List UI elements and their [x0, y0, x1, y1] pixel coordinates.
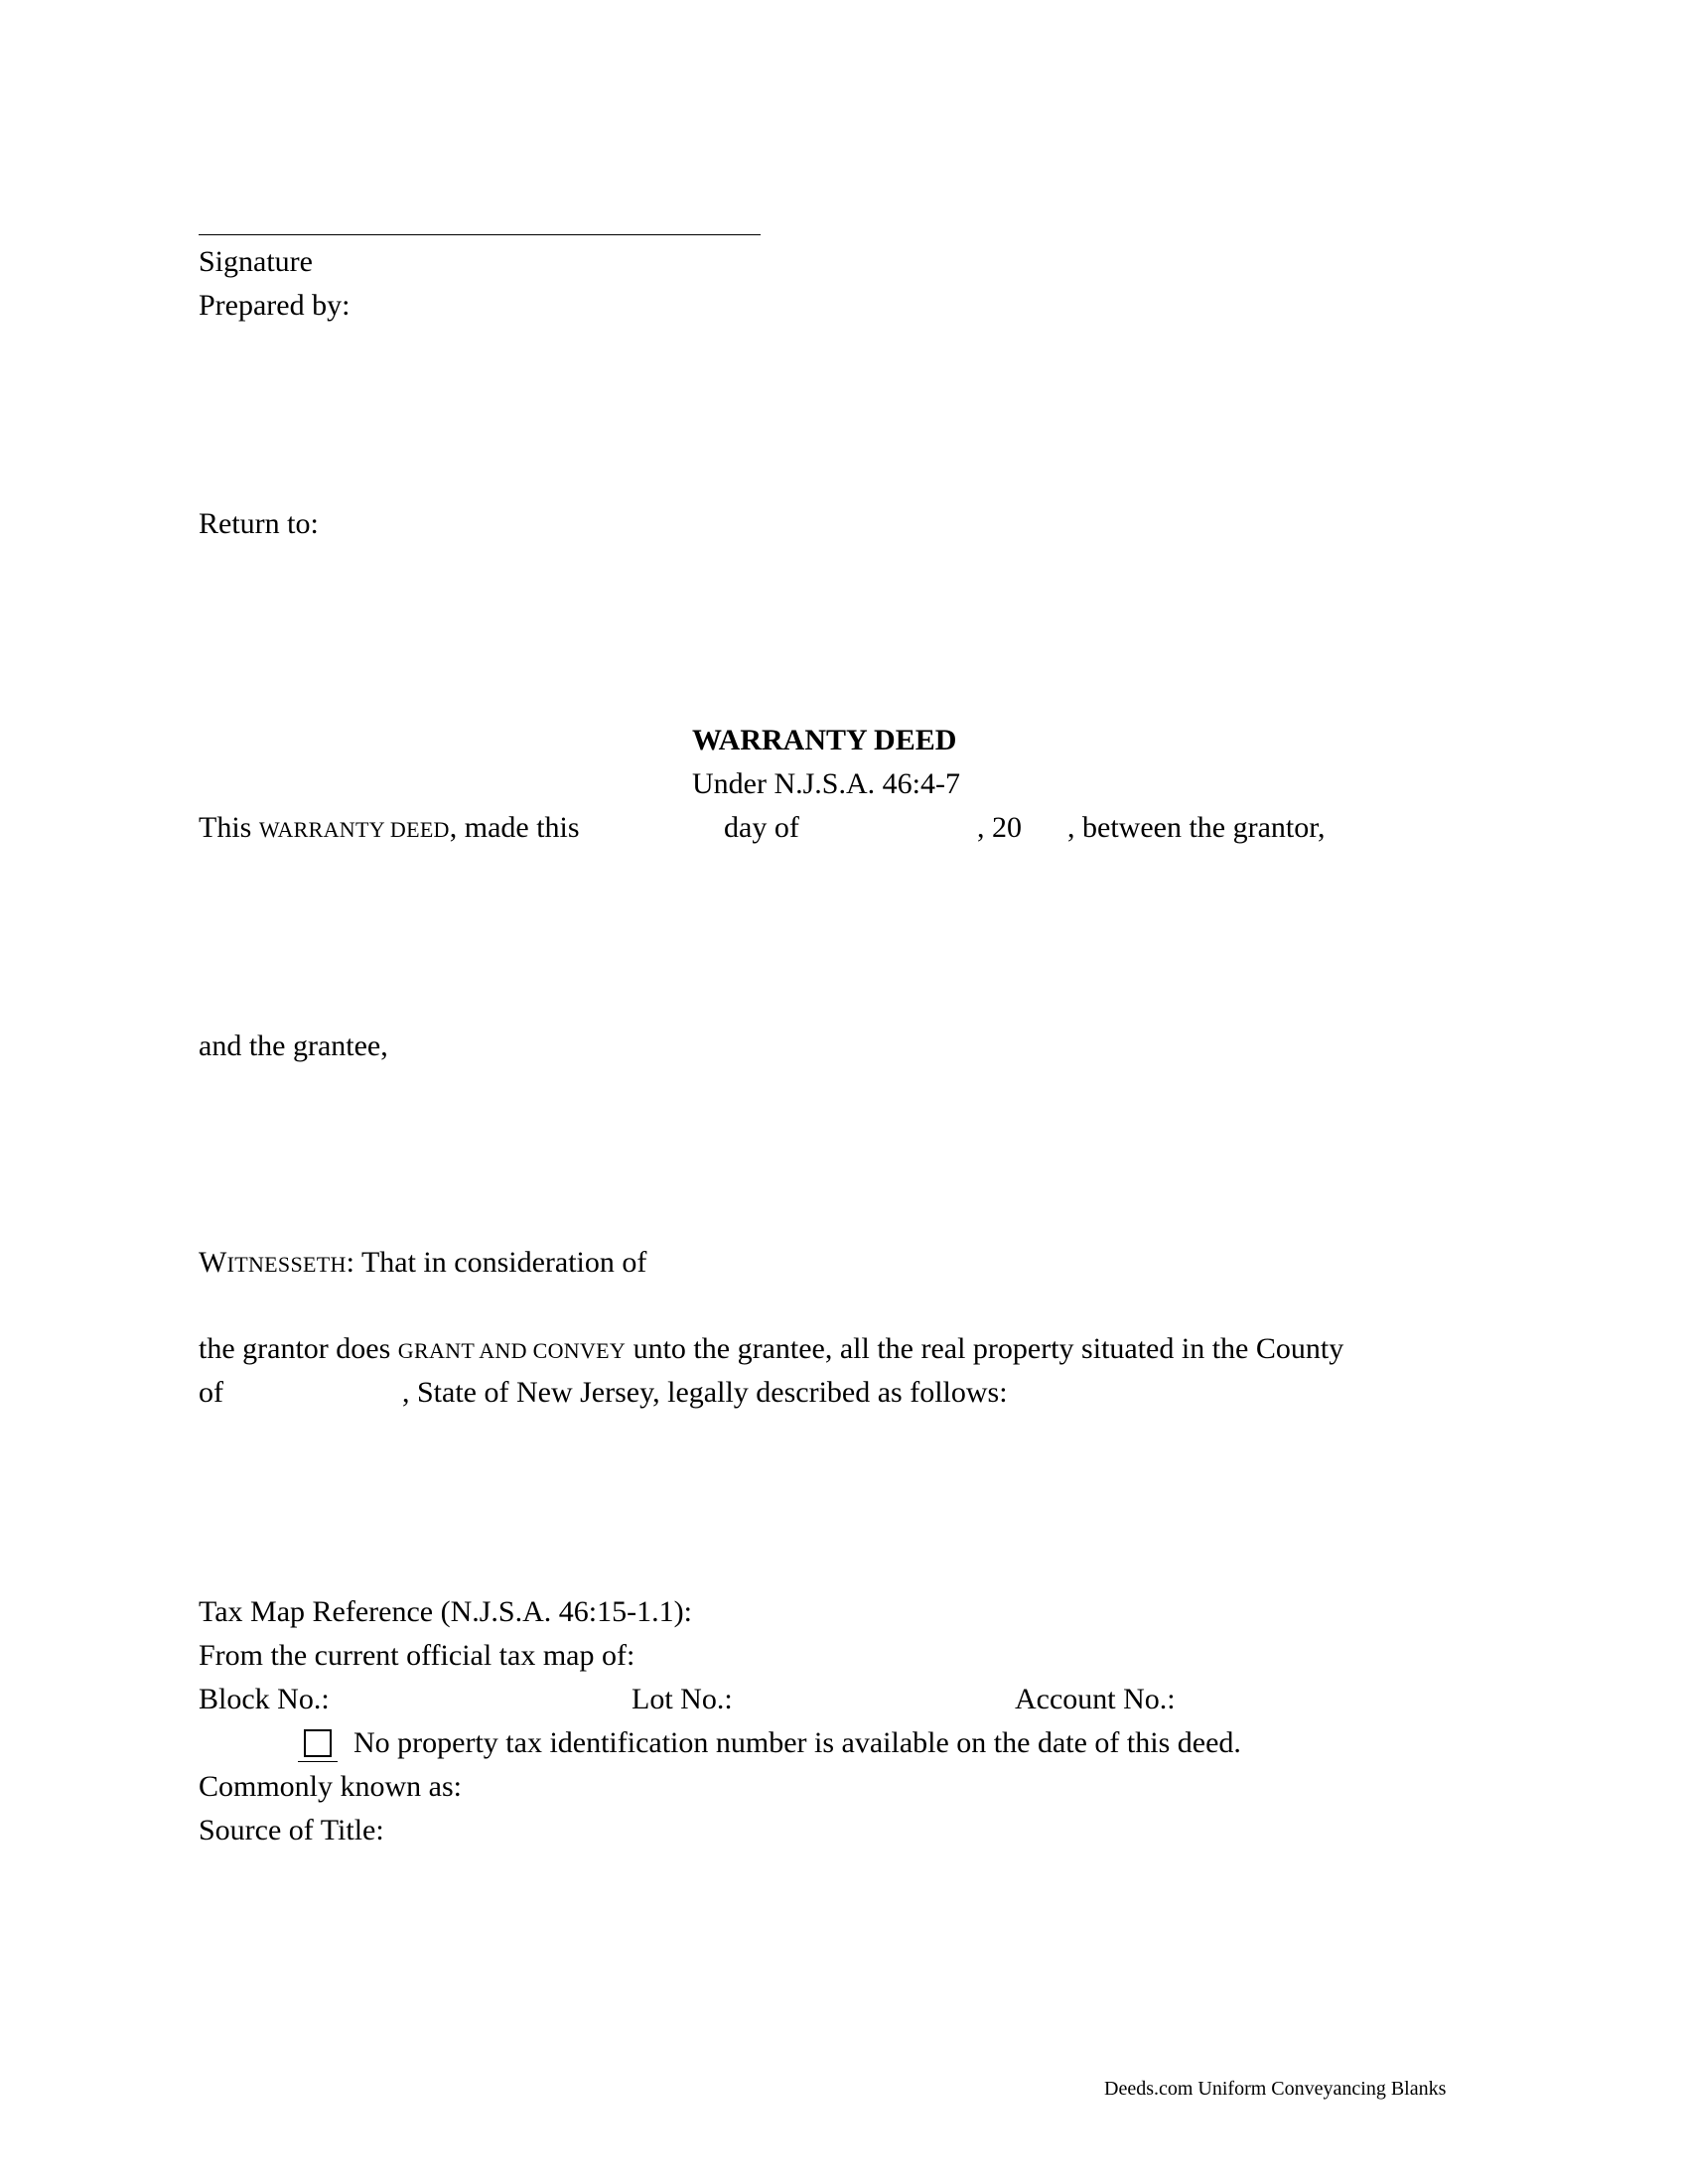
no-tax-id-checkbox[interactable]: [304, 1729, 332, 1757]
prepared-by-label: Prepared by:: [199, 289, 351, 322]
state-text: , State of New Jersey, legally described as follows:: [402, 1376, 1008, 1409]
account-no-label: Account No.:: [1015, 1683, 1176, 1715]
signature-line: [199, 234, 761, 235]
witnesseth-rest: ITNESSETH: [226, 1252, 347, 1277]
block-no-label: Block No.:: [199, 1683, 330, 1715]
grantee-label: and the grantee,: [199, 1029, 388, 1062]
witnesseth-initial: W: [199, 1246, 227, 1279]
current-tax-map-label: From the current official tax map of:: [199, 1639, 635, 1672]
between-grantor: , between the grantor,: [1067, 811, 1326, 844]
year-prefix: , 20: [977, 811, 1022, 844]
footer-text: Deeds.com Uniform Conveyancing Blanks: [1104, 2078, 1447, 2100]
source-of-title-label: Source of Title:: [199, 1814, 384, 1846]
opening-deed-name: WARRANTY DEED: [258, 817, 450, 842]
witnesseth-text: : That in consideration of: [346, 1246, 647, 1279]
opening-this: This: [199, 811, 252, 844]
signature-label: Signature: [199, 245, 313, 278]
conveyance-part2: unto the grantee, all the real property situated in the County: [633, 1332, 1344, 1365]
return-to-label: Return to:: [199, 507, 319, 540]
no-tax-id-checkbox-field[interactable]: [298, 1727, 338, 1765]
opening-clause: [199, 810, 580, 848]
lot-no-label: Lot No.:: [632, 1683, 733, 1715]
witnesseth-clause: [199, 1245, 646, 1283]
conveyance-part1: the grantor does: [199, 1332, 391, 1365]
grant-and-convey: GRANT AND CONVEY: [397, 1338, 627, 1363]
opening-made-this: , made this: [449, 811, 580, 844]
county-of-label: of: [199, 1376, 223, 1409]
commonly-known-as-label: Commonly known as:: [199, 1770, 463, 1803]
no-tax-id-text: No property tax identification number is available on the date of this deed.: [353, 1726, 1241, 1759]
checkbox-underline: [298, 1761, 338, 1762]
statute-reference: Under N.J.S.A. 46:4-7: [692, 767, 960, 800]
tax-map-reference-label: Tax Map Reference (N.J.S.A. 46:15-1.1):: [199, 1595, 692, 1628]
document-title: WARRANTY DEED: [692, 724, 957, 756]
conveyance-line-1: [199, 1331, 1343, 1369]
day-of-label: day of: [724, 811, 799, 844]
